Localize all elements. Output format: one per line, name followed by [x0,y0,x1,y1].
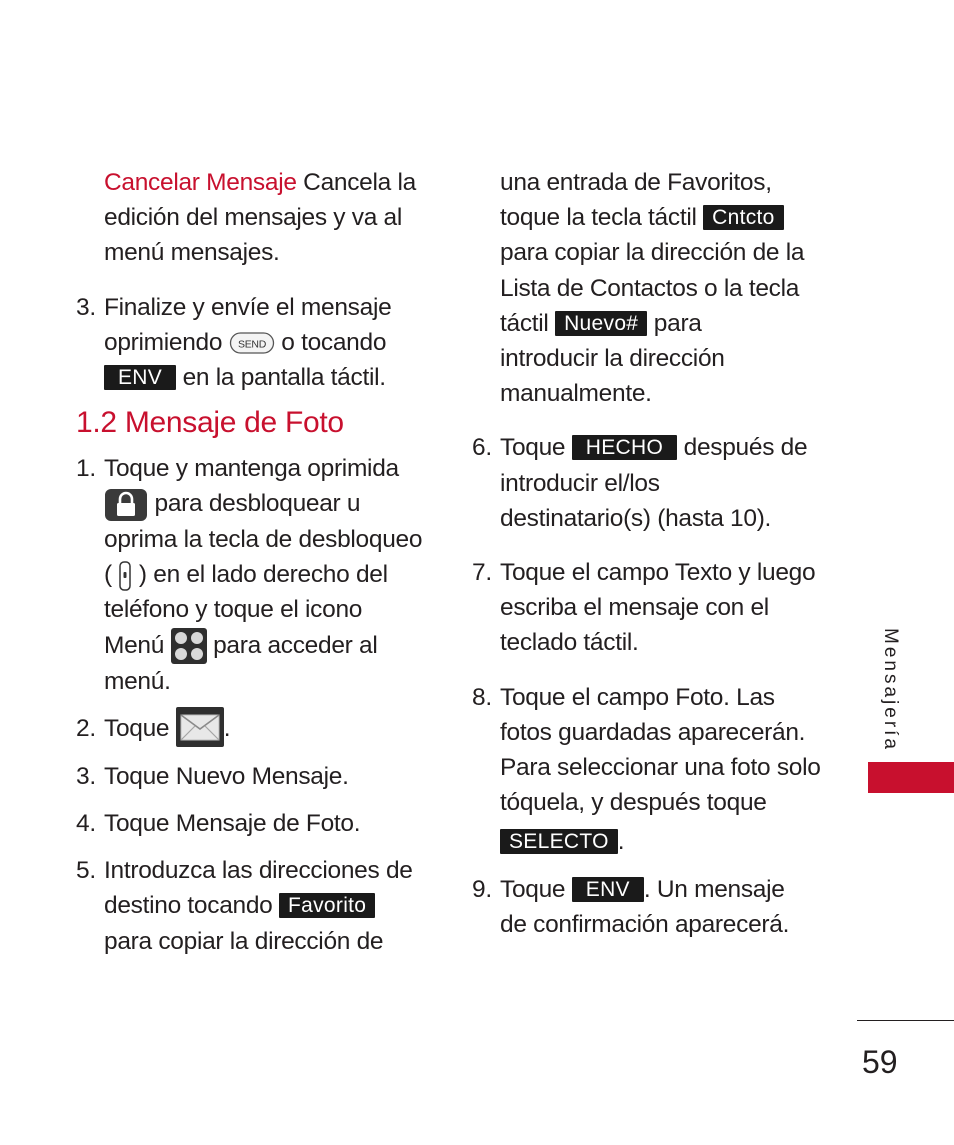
step-4 [76,806,426,841]
step-text: introducir la dirección [500,345,725,373]
step-text: después de [677,434,808,462]
right-column [472,165,827,942]
step-text: Para seleccionar una foto solo [500,754,821,782]
step-text: Lista de Contactos o la tecla [500,274,800,302]
selecto-softkey[interactable]: SELECTO [500,829,618,854]
page-number: 59 [862,1044,898,1080]
left-column [76,165,426,959]
step-5-continued [472,165,827,411]
step-text: Toque [104,810,176,838]
step-number: 3. [76,293,96,321]
cancel-message-term: Cancelar Mensaje [104,169,297,196]
send-key-icon [229,330,275,356]
cntcto-softkey[interactable]: Cntcto [703,205,784,230]
step-text: Introduzca las direcciones de [104,857,413,885]
step-text: Finalize y envíe el mensaje [104,293,392,321]
step-text: menú. [104,668,171,696]
step-7 [472,555,827,661]
step-text: para acceder al [206,631,378,659]
step-text: Toque [500,434,572,462]
step-number: 4. [76,810,96,838]
step-5 [76,853,426,959]
step-text: para [647,309,702,337]
svg-text:SEND: SEND [237,338,266,351]
step-text: para desbloquear u [154,490,361,518]
step-text: . [342,762,349,790]
step-text: teléfono y toque el icono [104,596,363,624]
step-text: en la pantalla táctil. [176,364,386,392]
step-number: 5. [76,857,96,885]
step-text: para copiar la dirección de [104,927,384,955]
favorito-softkey[interactable]: Favorito [279,893,375,918]
step-text: . [353,810,361,838]
step-text: destinatario(s) (hasta 10). [500,504,772,532]
step-1 [76,451,426,699]
step-text: Toque y mantenga oprimida [104,455,399,483]
step-text: destino tocando [104,892,280,920]
hecho-softkey[interactable]: HECHO [572,435,677,460]
step-text: o tocando [281,328,387,356]
step-text: teclado táctil. [500,629,639,657]
cancel-message-paragraph [76,165,426,271]
step-text: manualmente. [500,380,652,408]
photo-message-option: Mensaje de Foto [175,810,354,838]
step-text: . Un mensaje [643,875,785,903]
step-number: 9. [472,875,492,903]
step-text: fotos guardadas aparecerán. [500,718,806,746]
step-3 [76,759,426,794]
step-2 [76,711,426,747]
step-text: de confirmación aparecerá. [500,910,790,938]
step-text: tóquela, y después toque [500,789,767,817]
step-text: ) en el lado derecho del [132,561,388,589]
unlock-side-key-icon [118,561,132,591]
step-text: . [223,715,231,743]
step-text: . [617,828,625,856]
env-softkey[interactable]: ENV [104,365,176,390]
step-number: 8. [472,683,492,711]
step-number: 6. [472,434,492,462]
step-8 [472,680,827,860]
step-text: táctil [500,309,556,337]
step-text: Toque [104,715,176,743]
env-softkey[interactable]: ENV [572,877,644,902]
envelope-icon [176,707,224,747]
cancel-text: Cancela la [296,169,416,196]
step-text: introducir el/los [500,469,660,497]
step-number: 2. [76,715,96,743]
menu-grid-icon [171,628,207,664]
step-text: Menú [104,631,171,659]
step-text: para copiar la dirección de la [500,239,805,267]
step-text: Toque [104,762,176,790]
cancel-text-2: edición del mensajes y va al [104,204,403,232]
step-number: 1. [76,455,96,483]
section-heading: 1.2 Mensaje de Foto [76,406,344,440]
step-text: Toque el campo Foto. Las [500,683,775,711]
new-message-option: Nuevo Mensaje [175,762,343,790]
step-number: 3. [76,762,96,790]
lock-icon [104,488,148,522]
step-text: escriba el mensaje con el [500,594,769,622]
step-6 [472,430,827,536]
page-number-rule [857,1020,954,1021]
cancel-text-3: menú mensajes. [104,239,280,267]
nuevo-softkey[interactable]: Nuevo# [555,311,647,336]
step-3-send [76,290,426,396]
step-number: 7. [472,559,492,587]
side-label-text: Mensajería [880,628,901,752]
step-text: ( [104,561,119,589]
side-section-tab [868,762,954,793]
step-text: Toque el campo Texto y luego [500,559,816,587]
step-text: oprimiendo [104,328,229,356]
step-text: Toque [500,875,572,903]
step-text: toque la tecla táctil [500,204,704,232]
step-text: oprima la tecla de desbloqueo [104,525,423,553]
step-9 [472,872,827,942]
step-text: una entrada de Favoritos, [500,169,772,196]
